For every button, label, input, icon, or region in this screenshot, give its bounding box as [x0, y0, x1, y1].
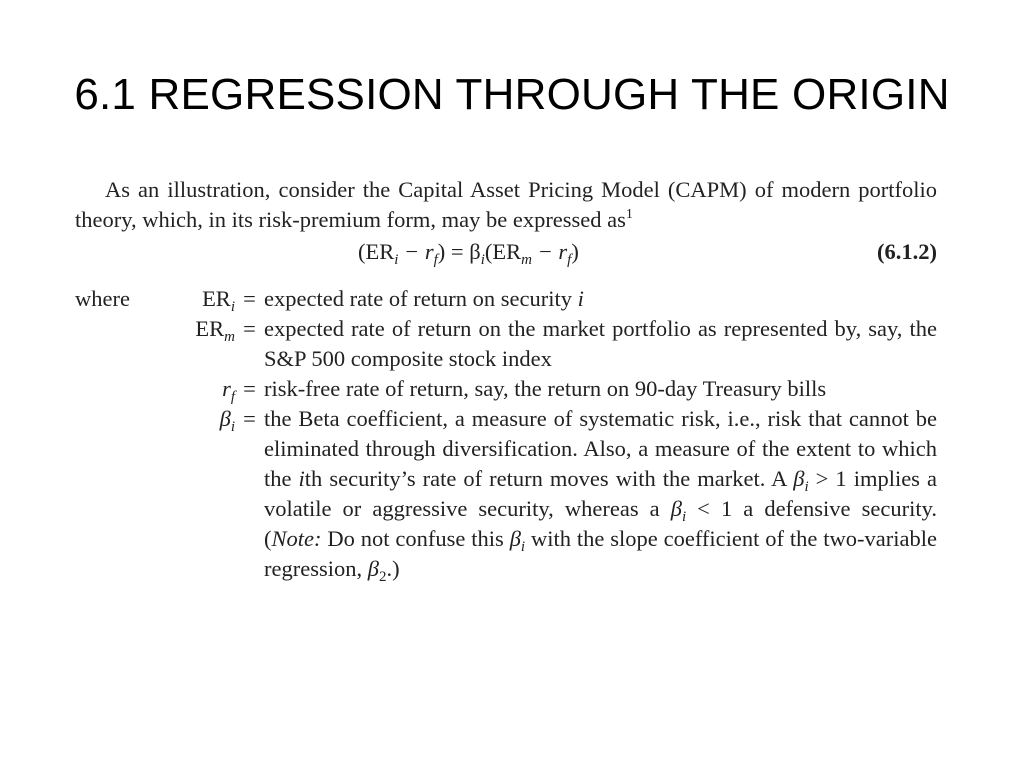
slide-body [75, 175, 937, 584]
where-label: where [75, 286, 130, 311]
slide-title: 6.1 REGRESSION THROUGH THE ORIGIN [74, 70, 950, 119]
intro-text: As an illustration, consider the Capital Asset Pricing Model (CAPM) of modern portfolio theory, which, in its risk-premium form, may be expressed as [75, 177, 937, 232]
equation-number: (6.1.2) [877, 239, 937, 264]
definition-r-f: $r_f$ = risk-free rate of return, say, the return on 90-day Treasury bills [222, 376, 827, 405]
footnote-mark: 1 [625, 207, 633, 222]
definition-er-i: where $ER_i$ = expected rate of return on security i [75, 286, 584, 315]
definition-beta-i: $\beta_i$ = the Beta coefficient, a measure of systematic risk, i.e., risk that cannot be eliminated through diversification. Also, a measure of the extent to which the ith security’s rate of return moves with the market. A $\beta_i > 1$ implies a volatile or aggressive security, whereas a $\beta_i < 1$ a defensive security. (Note: Do not confuse this $\beta_i$ with the slope coefficient of the two-variable regression, $\beta_2$.) [219, 406, 937, 585]
definitions-list [75, 284, 937, 584]
intro-paragraph [75, 175, 937, 235]
capm-equation: $(ER_i - r_f) = \beta_i(ER_m - r_f)$ [358, 239, 579, 268]
definition-er-m: $ER_m$ = expected rate of return on the market portfolio as represented by, say, the S&P 500 composite stock index [195, 316, 937, 371]
equation-row [75, 237, 937, 271]
